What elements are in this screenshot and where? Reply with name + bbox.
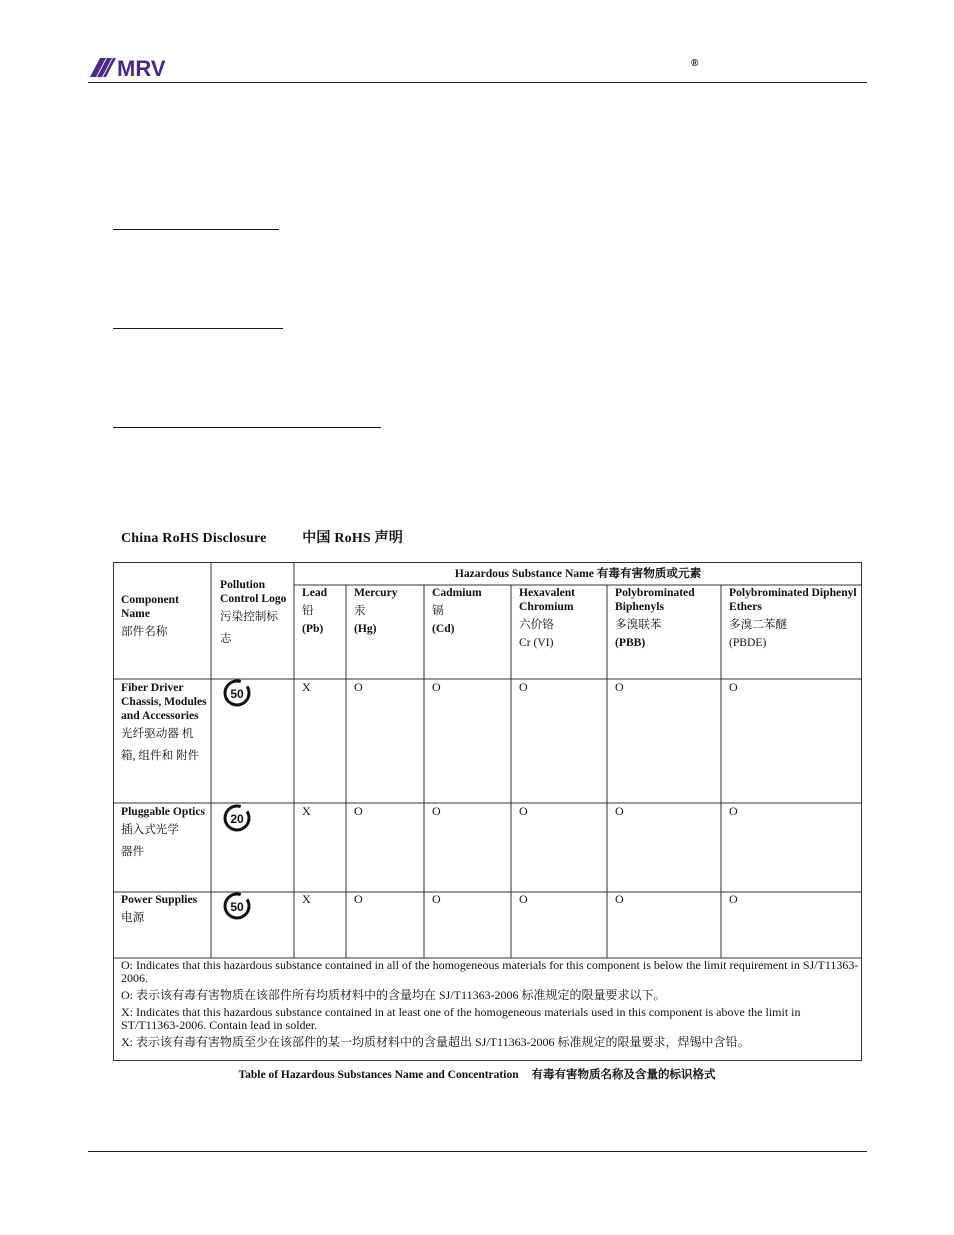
row3-lead: X [302, 892, 311, 906]
note-x-en: X: Indicates that this hazardous substance contained in at least one of the homogeneous materials used in this component is above the limit in ST/T11363-2006. Contain lead in solder. [121, 1005, 801, 1032]
logo-header: Pollution Control Logo 污染控制标志 [220, 578, 287, 645]
page-header [88, 54, 867, 83]
note-x-zh: X: 表示该有毒有害物质至少在该部件的某一均质材料中的含量超出 SJ/T11363-2006 标准规定的限量要求，焊锡中含铅。 [121, 1035, 750, 1049]
substance-header-pbb: Polybrominated Biphenyls 多溴联苯 (PBB) [615, 586, 695, 649]
row1-pbb: O [615, 680, 624, 694]
table-notes [121, 959, 861, 1053]
row-name-power-supplies: Power Supplies 电源 [121, 893, 198, 924]
table-caption [0, 1066, 954, 1082]
component-header: Component Name 部件名称 [121, 593, 179, 638]
table-caption-zh: 有毒有害物质名称及含量的标识格式 [531, 1069, 716, 1081]
row3-chromium: O [519, 892, 528, 906]
disclosure-title [121, 527, 403, 547]
row2-cadmium: O [432, 804, 441, 818]
mrv-logo [90, 56, 186, 78]
row1-lead: X [302, 680, 311, 694]
registered-mark: ® [691, 58, 699, 69]
hazard-header: Hazardous Substance Name 有毒有害物质或元素 [454, 567, 702, 580]
disclosure-title-en: China RoHS Disclosure [121, 531, 267, 546]
svg-text:20: 20 [230, 812, 244, 826]
table-caption-en: Table of Hazardous Substances Name and Concentration [238, 1069, 519, 1081]
substance-header-mercury: Mercury 汞 (Hg) [354, 586, 398, 635]
section-rule-1 [113, 229, 279, 230]
svg-text:50: 50 [230, 900, 244, 914]
row3-pbde: O [729, 892, 738, 906]
row1-pbde: O [729, 680, 738, 694]
section-rule-2 [113, 328, 283, 329]
efup-50-icon [222, 678, 252, 708]
row3-pbb: O [615, 892, 624, 906]
efup-20-icon [222, 803, 252, 833]
footer-rule [88, 1151, 867, 1152]
substance-header-pbde: Polybrominated Diphenyl Ethers 多溴二苯醚 (PBDE) [729, 586, 857, 649]
row2-pbb: O [615, 804, 624, 818]
row3-cadmium: O [432, 892, 441, 906]
disclosure-title-zh: 中国 RoHS 声明 [302, 531, 404, 546]
row2-mercury: O [354, 804, 363, 818]
note-o-en: O: Indicates that this hazardous substance contained in all of the homogeneous materials for this component is below the limit requirement in SJ/T11363-2006. [121, 958, 859, 985]
efup-50-icon [222, 891, 252, 921]
svg-text:50: 50 [230, 687, 244, 701]
substance-header-cadmium: Cadmium 镉 (Cd) [432, 586, 482, 635]
row-name-fiber-driver: Fiber Driver Chassis, Modules and Accessories 光纤驱动器 机箱, 组件和 附件 [121, 681, 207, 762]
row2-pbde: O [729, 804, 738, 818]
row2-chromium: O [519, 804, 528, 818]
row3-mercury: O [354, 892, 363, 906]
substance-header-chromium: Hexavalent Chromium 六价铬 Cr (VI) [519, 586, 576, 649]
row2-lead: X [302, 804, 311, 818]
section-rule-3 [113, 427, 381, 428]
row-name-pluggable-optics: Pluggable Optics 插入式光学 器件 [121, 805, 206, 858]
svg-text:MRV: MRV [117, 56, 166, 78]
row1-chromium: O [519, 680, 528, 694]
note-o-zh: O: 表示该有毒有害物质在该部件所有均质材料中的含量均在 SJ/T11363-2006 标准规定的限量要求以下。 [121, 988, 666, 1002]
row1-cadmium: O [432, 680, 441, 694]
row1-mercury: O [354, 680, 363, 694]
substance-header-lead: Lead 铅 (Pb) [302, 586, 328, 635]
